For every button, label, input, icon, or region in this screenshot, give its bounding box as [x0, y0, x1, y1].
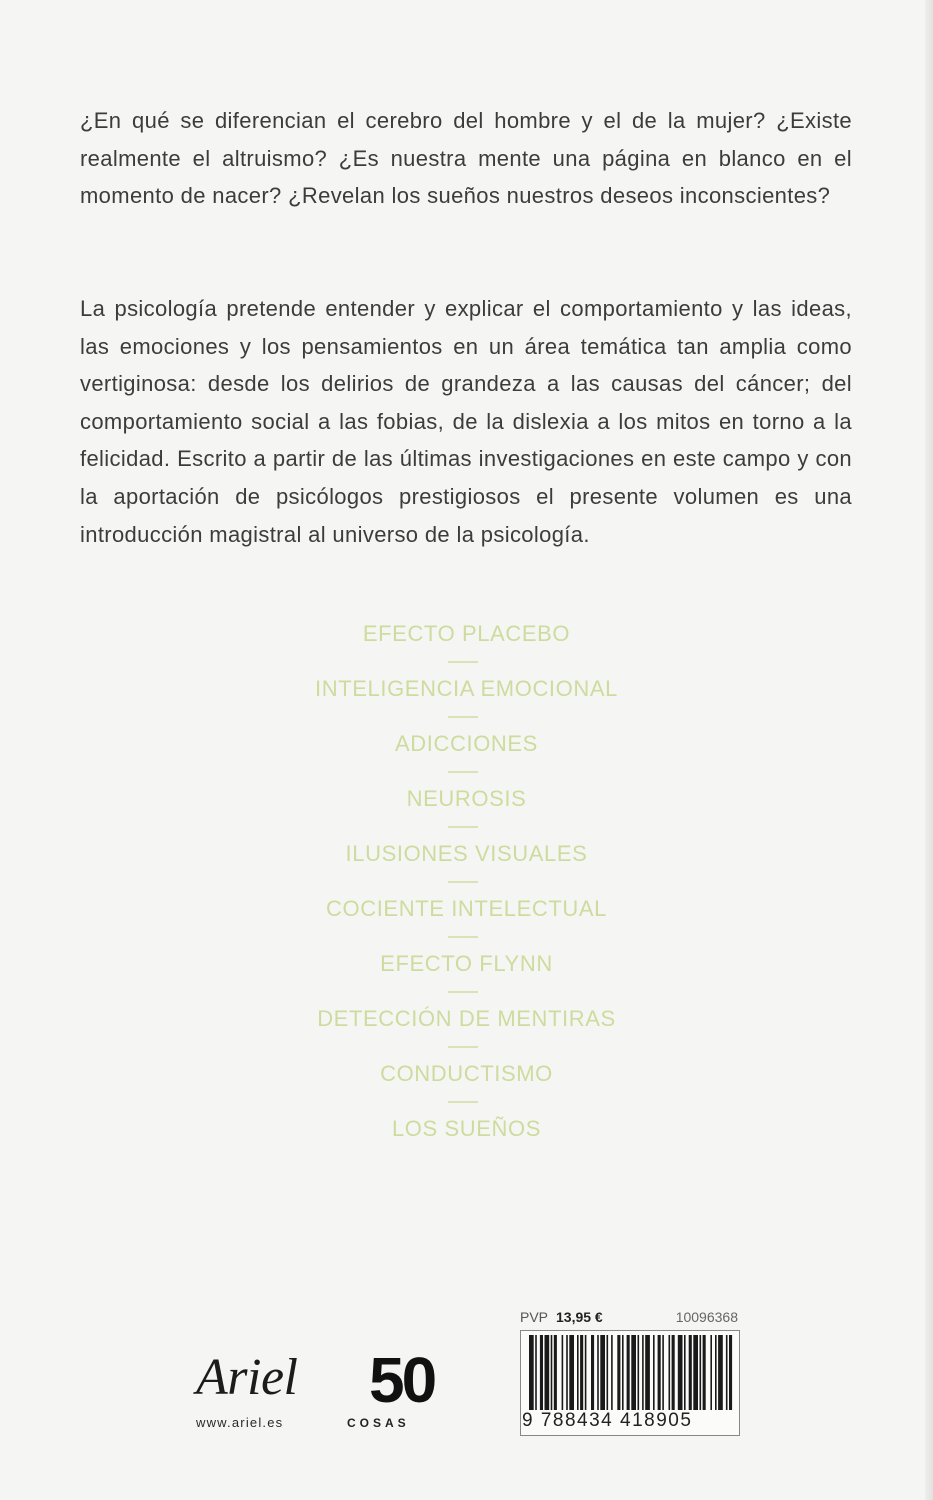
reference-code: 10096368	[675, 1309, 738, 1325]
publisher-url: www.ariel.es	[196, 1415, 284, 1430]
barcode-bar	[718, 1335, 723, 1411]
barcode-bar	[622, 1335, 624, 1411]
topic-label: ILUSIONES VISUALES	[345, 841, 588, 866]
barcode-bar	[710, 1335, 712, 1411]
barcode-bar	[535, 1335, 537, 1411]
barcode-bar	[645, 1335, 650, 1411]
topic-item	[0, 836, 933, 891]
description-paragraph-1: ¿En qué se diferencian el cerebro del hombre y el de la mujer? ¿Existe realmente el altruismo? ¿Es nuestra mente una página en blanco en el momento de nacer? ¿Revelan los sueños nuestros deseos inconscientes?	[80, 108, 852, 209]
barcode-bar	[726, 1335, 728, 1411]
topic-item	[0, 1001, 933, 1056]
topic-separator	[448, 661, 478, 663]
barcode-bar	[591, 1335, 594, 1411]
topic-separator	[448, 771, 478, 773]
barcode-bar	[617, 1335, 620, 1411]
barcode-bar	[545, 1335, 550, 1411]
barcode-bar	[627, 1335, 630, 1411]
barcode-bar	[611, 1335, 613, 1411]
topic-item	[0, 946, 933, 1001]
series-number-logo: 50	[369, 1344, 435, 1416]
description-paragraph-2: La psicología pretende entender y explicar el comportamiento y las ideas, las emociones y los pensamientos en un área temática tan amplia como vertiginosa: desde los delirios de grandeza a las causas del cáncer; del comportamiento social a las fobias, de la dislexia a los mitos en torno a la felicidad. Escrito a partir de las últimas investigaciones en este campo y con la aportación de psicólogos prestigiosos el presente volumen es una introducción magistral al universo de la psicología.	[80, 296, 852, 547]
topic-label: CONDUCTISMO	[380, 1061, 553, 1086]
topic-separator	[448, 1046, 478, 1048]
barcode-bar	[672, 1335, 675, 1411]
barcode-bar	[693, 1335, 698, 1411]
topic-separator	[448, 881, 478, 883]
barcode-bar	[562, 1335, 564, 1411]
barcode-bar	[580, 1335, 583, 1411]
topic-separator	[448, 936, 478, 938]
barcode-bar	[669, 1335, 671, 1411]
barcode-bar	[658, 1335, 661, 1411]
topic-label: NEUROSIS	[406, 786, 527, 811]
barcode-bar	[585, 1335, 587, 1411]
topic-separator	[448, 826, 478, 828]
ariel-logo: Ariel	[196, 1349, 298, 1406]
barcode-bar	[689, 1335, 692, 1411]
barcode-bar	[631, 1335, 636, 1411]
topic-separator	[448, 1101, 478, 1103]
topic-separator	[448, 991, 478, 993]
barcode-bar	[577, 1335, 579, 1411]
topic-label: ADICCIONES	[395, 731, 538, 756]
topic-item	[0, 1111, 933, 1166]
barcode-bar	[700, 1335, 702, 1411]
barcode-bar	[607, 1335, 609, 1411]
topic-label: EFECTO FLYNN	[380, 951, 553, 976]
barcode-bar	[540, 1335, 543, 1411]
topic-item	[0, 781, 933, 836]
barcode-bar	[678, 1335, 683, 1411]
barcode-bar	[529, 1335, 534, 1411]
series-word-logo: COSAS	[347, 1416, 410, 1430]
price-row	[520, 1309, 738, 1329]
isbn-number: 9 788434 418905	[522, 1410, 738, 1432]
barcode-bar	[662, 1335, 664, 1411]
barcode-bar	[703, 1335, 706, 1411]
topic-item	[0, 671, 933, 726]
barcode-bar	[566, 1335, 568, 1411]
barcode-bar	[684, 1335, 686, 1411]
topics-list	[0, 616, 933, 1166]
topic-item	[0, 891, 933, 946]
barcode-bar	[715, 1335, 717, 1411]
topic-label: COCIENTE INTELECTUAL	[326, 896, 607, 921]
topic-label: LOS SUEÑOS	[391, 1116, 542, 1141]
barcode-bar	[551, 1335, 553, 1411]
barcode-bar	[569, 1335, 574, 1411]
barcode-bar	[597, 1335, 599, 1411]
barcode-bar	[600, 1335, 605, 1411]
barcode-bar	[653, 1335, 655, 1411]
topic-item	[0, 616, 933, 671]
barcode-bar	[638, 1335, 640, 1411]
barcode-bar	[729, 1335, 732, 1411]
topic-item	[0, 1056, 933, 1111]
price-value: 13,95 €	[556, 1309, 603, 1325]
topic-item	[0, 726, 933, 781]
topic-label: DETECCIÓN DE MENTIRAS	[317, 1006, 616, 1031]
barcode-bar	[642, 1335, 644, 1411]
topic-separator	[448, 716, 478, 718]
topic-label: INTELIGENCIA EMOCIONAL	[315, 676, 618, 701]
barcode-bar	[554, 1335, 557, 1411]
topic-label: EFECTO PLACEBO	[362, 621, 571, 646]
price-label: PVP	[520, 1309, 549, 1325]
